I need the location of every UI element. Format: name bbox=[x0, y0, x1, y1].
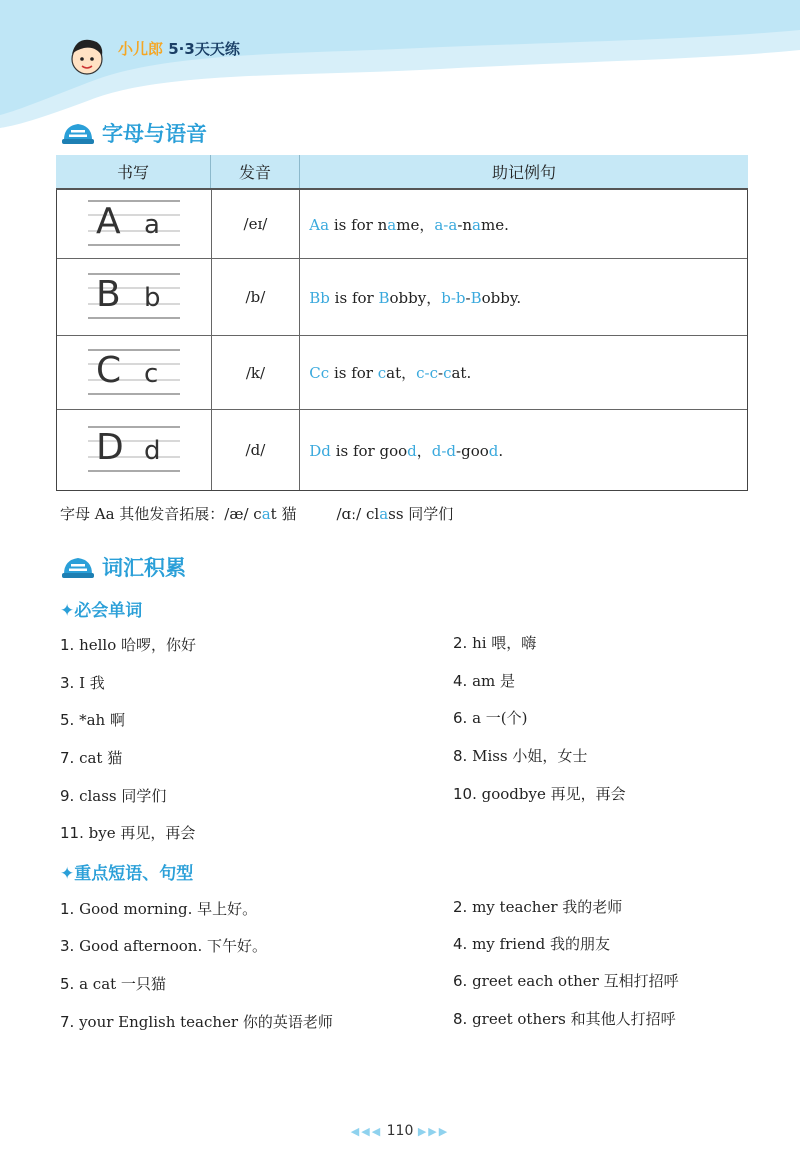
table-header bbox=[56, 155, 748, 190]
list-item: 8. Miss 小姐，女士 bbox=[453, 747, 588, 765]
sentence-text: me， bbox=[396, 215, 435, 234]
list-item: 9. class 同学们 bbox=[60, 787, 167, 805]
sound-cell: /b/ bbox=[212, 259, 301, 335]
sentence-text: -goo bbox=[456, 441, 489, 460]
list-item: 1. Good morning. 早上好。 bbox=[60, 900, 258, 918]
sentence-text: ， bbox=[416, 441, 432, 460]
uppercase-letter: A bbox=[95, 201, 121, 242]
left-arrows-icon: ◀◀◀ bbox=[350, 1125, 383, 1138]
writing-cell bbox=[57, 190, 212, 258]
sentence-text: is for goo bbox=[330, 441, 408, 460]
highlighted-text: d-d bbox=[431, 441, 457, 460]
list-item: 3. Good afternoon. 下午好。 bbox=[60, 937, 267, 955]
list-item: 6. greet each other 互相打招呼 bbox=[453, 972, 679, 990]
highlighted-text: B bbox=[378, 288, 390, 307]
example-sentence bbox=[309, 287, 521, 308]
example-cell bbox=[300, 259, 747, 335]
highlighted-text: a-a bbox=[434, 215, 458, 234]
list-item: 5. *ah 啊 bbox=[60, 711, 125, 729]
subsection-title-words: ✦必会单词 bbox=[60, 601, 143, 621]
example-sentence bbox=[309, 214, 509, 235]
highlighted-text: c-c bbox=[416, 364, 438, 382]
section-one-icon bbox=[60, 120, 96, 146]
lowercase-letter: b bbox=[143, 283, 161, 313]
list-item: 2. my teacher 我的老师 bbox=[453, 898, 623, 916]
lowercase-letter: c bbox=[143, 358, 159, 389]
sentence-text: is for bbox=[329, 364, 378, 382]
table-row bbox=[57, 410, 747, 490]
sound-cell: /k/ bbox=[212, 336, 301, 409]
lowercase-letter: d bbox=[143, 436, 161, 466]
sentence-text: at， bbox=[386, 364, 417, 382]
list-item: 4. am 是 bbox=[453, 672, 516, 690]
list-item: 10. goodbye 再见，再会 bbox=[453, 785, 626, 803]
sentence-text: . bbox=[498, 441, 504, 460]
table-row bbox=[57, 336, 747, 410]
handwriting-guide-c bbox=[84, 346, 184, 400]
sentence-text: obby. bbox=[481, 288, 522, 307]
list-item: 4. my friend 我的朋友 bbox=[453, 935, 610, 953]
writing-cell bbox=[57, 336, 212, 409]
sentence-text: is for n bbox=[329, 215, 388, 234]
list-item: 7. your English teacher 你的英语老师 bbox=[60, 1013, 333, 1031]
sentence-text: - bbox=[438, 364, 444, 382]
uppercase-letter: B bbox=[95, 274, 121, 315]
handwriting-guide-d bbox=[84, 423, 184, 477]
highlighted-text: c bbox=[443, 364, 452, 382]
section-title-vocabulary: 词汇积累 bbox=[60, 552, 186, 582]
mascot-icon bbox=[64, 34, 110, 80]
example-cell bbox=[300, 336, 747, 409]
list-item: 8. greet others 和其他人打招呼 bbox=[453, 1010, 676, 1028]
column-header-writing: 书写 bbox=[56, 155, 211, 188]
highlighted-text: Aa bbox=[309, 215, 330, 234]
right-arrows-icon: ▶▶▶ bbox=[417, 1125, 450, 1138]
brand-title: 小儿郎 5·3天天练 bbox=[118, 40, 240, 58]
highlighted-text: d bbox=[488, 441, 499, 460]
list-item: 1. hello 哈啰，你好 bbox=[60, 636, 197, 654]
highlighted-text: a bbox=[387, 215, 397, 234]
uppercase-letter: D bbox=[95, 427, 124, 468]
handwriting-guide-b bbox=[84, 270, 184, 324]
sentence-text: at. bbox=[451, 364, 472, 382]
highlighted-text: Dd bbox=[309, 441, 331, 460]
highlighted-text: Bb bbox=[309, 288, 330, 307]
section-title-letters: 字母与语音 bbox=[60, 118, 207, 148]
writing-cell bbox=[57, 259, 212, 335]
letters-table bbox=[56, 155, 748, 491]
writing-cell bbox=[57, 410, 212, 490]
sound-cell: /eɪ/ bbox=[212, 190, 301, 258]
subsection-title-phrases: ✦重点短语、句型 bbox=[60, 864, 194, 884]
table-row bbox=[57, 259, 747, 336]
pronunciation-note: 字母 Aa 其他发音拓展：/æ/ cat 猫 /ɑː/ class 同学们 bbox=[60, 505, 454, 523]
sentence-text: me. bbox=[481, 215, 509, 234]
example-sentence bbox=[309, 440, 503, 461]
column-header-example: 助记例句 bbox=[491, 163, 556, 182]
sentence-text: - bbox=[465, 288, 471, 307]
example-sentence bbox=[309, 362, 471, 383]
sound-cell: /d/ bbox=[212, 410, 301, 490]
handwriting-guide-a bbox=[84, 197, 184, 251]
uppercase-letter: C bbox=[95, 349, 121, 391]
list-item: 2. hi 喂，嗨 bbox=[453, 634, 537, 652]
highlighted-text: d bbox=[407, 441, 417, 460]
list-item: 11. bye 再见，再会 bbox=[60, 824, 196, 842]
highlighted-text: a bbox=[472, 215, 481, 234]
list-item: 6. a 一(个) bbox=[453, 709, 528, 727]
sparkle-icon: ✦ bbox=[60, 601, 75, 621]
lowercase-letter: a bbox=[143, 210, 160, 240]
page-number: ◀◀◀ 110 ▶▶▶ bbox=[350, 1123, 450, 1139]
table-body bbox=[56, 190, 748, 491]
highlighted-text: c bbox=[377, 364, 387, 382]
highlighted-text: b-b bbox=[441, 288, 466, 307]
sparkle-icon: ✦ bbox=[60, 864, 75, 884]
section-two-icon bbox=[60, 554, 96, 580]
column-header-sound: 发音 bbox=[211, 155, 300, 188]
example-cell bbox=[300, 410, 747, 490]
highlighted-text: B bbox=[470, 288, 482, 307]
sentence-text: is for bbox=[329, 288, 379, 307]
table-row bbox=[57, 190, 747, 259]
sentence-text: obby， bbox=[389, 288, 442, 307]
highlighted-text: Cc bbox=[309, 364, 330, 382]
list-item: 5. a cat 一只猫 bbox=[60, 975, 166, 993]
sentence-text: -n bbox=[457, 215, 473, 234]
example-cell bbox=[300, 190, 747, 258]
list-item: 3. I 我 bbox=[60, 674, 105, 692]
list-item: 7. cat 猫 bbox=[60, 749, 123, 767]
